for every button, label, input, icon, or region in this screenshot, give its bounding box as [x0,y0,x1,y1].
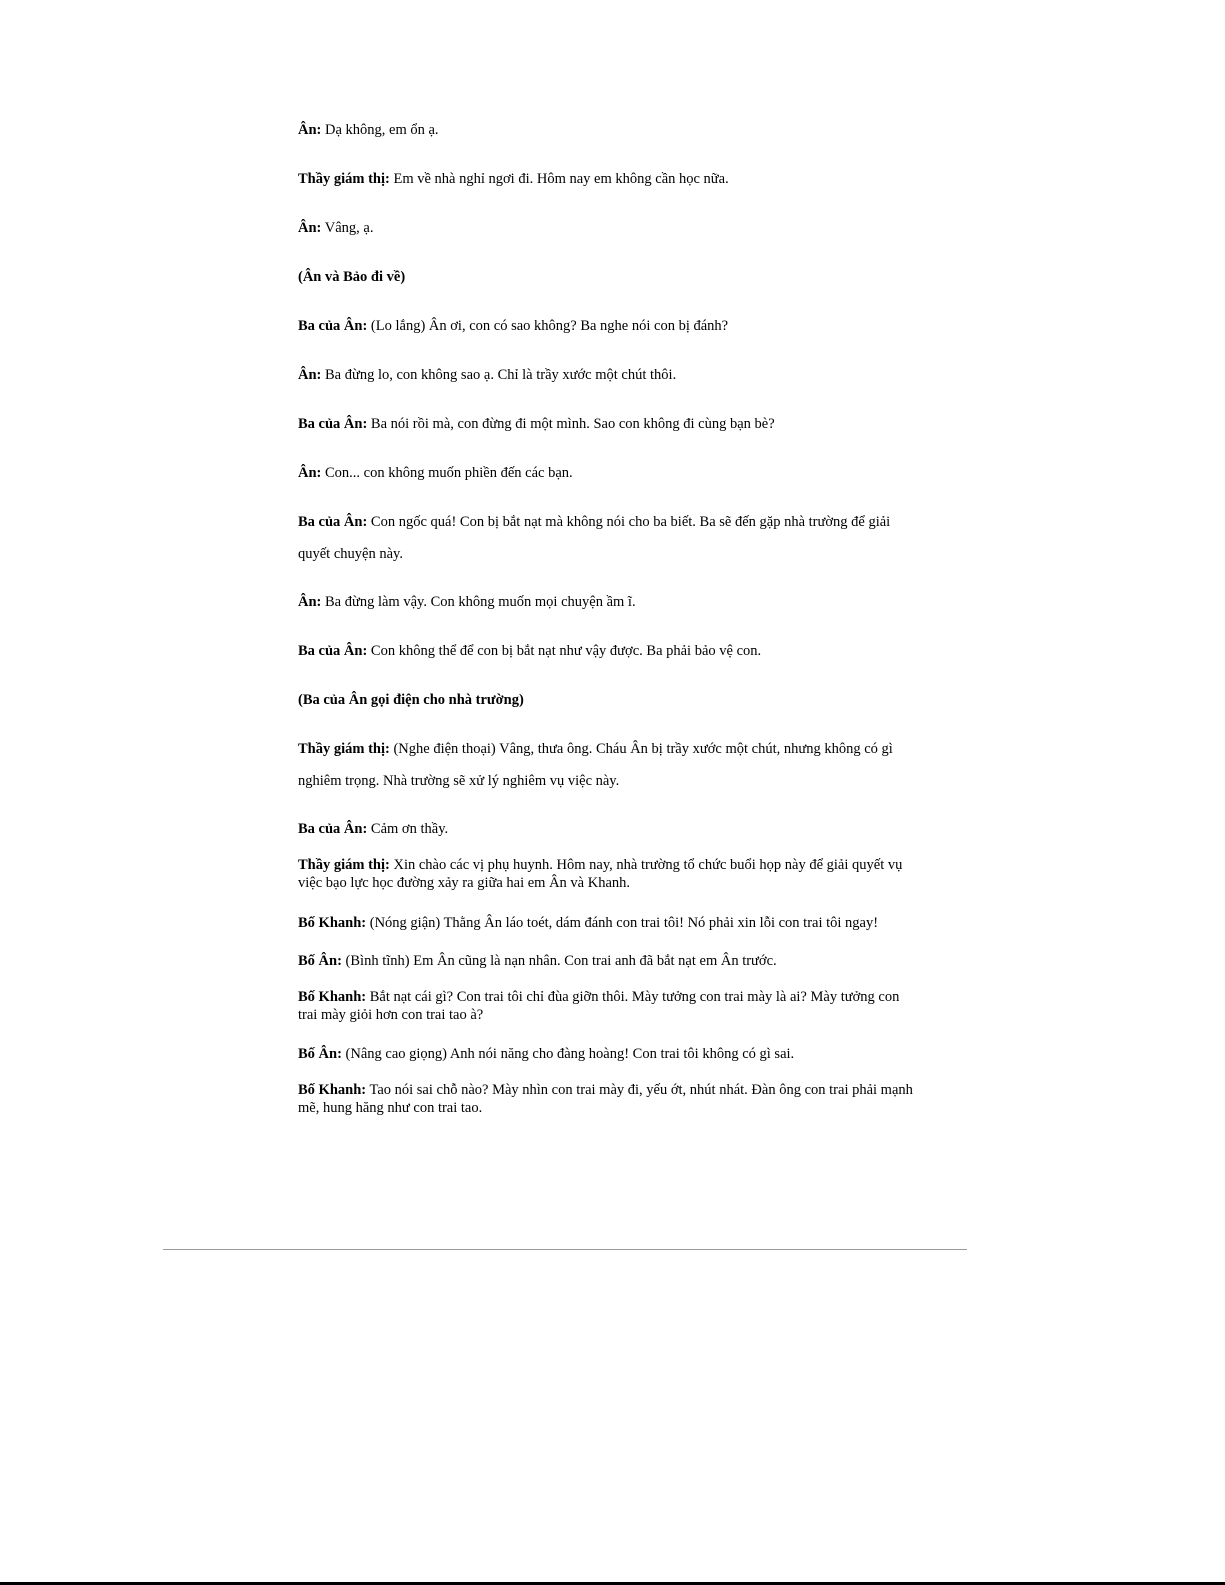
speaker-name: Ba của Ân: [298,416,368,432]
dialogue-text: (Nghe điện thoại) Vâng, thưa ông. Cháu Ân bị trầy xước một chút, nhưng không có gì nghiêm trọng. Nhà trường sẽ xử lý nghiêm vụ việc này. [298,741,893,789]
speaker-name: Ba của Ân: [298,514,368,530]
dialogue-text: (Nâng cao giọng) Anh nói năng cho đàng hoàng! Con trai tôi không có gì sai. [341,1046,795,1062]
dialogue-text: Dạ không, em ổn ạ. [321,122,439,138]
dialogue-line [298,170,918,188]
dialogue-text: Ba đừng làm vậy. Con không muốn mọi chuyện ầm ĩ. [321,594,636,610]
dialogue-line [298,464,918,482]
dialogue-line [298,415,918,433]
dialogue-text: Con không thể để con bị bắt nạt như vậy được. Ba phải bảo vệ con. [367,643,762,659]
speaker-name: Ba của Ân: [298,318,368,334]
dialogue-line [298,1082,920,1117]
dialogue-line [298,219,918,237]
page-break-divider [163,1249,967,1250]
speaker-name: Ba của Ân: [298,643,368,659]
dialogue-text: Ba nói rồi mà, con đừng đi một mình. Sao con không đi cùng bạn bè? [367,416,775,432]
dialogue-line [298,820,918,838]
speaker-name: Bố Khanh: [298,915,367,931]
dialogue-text: Xin chào các vị phụ huynh. Hôm nay, nhà trường tổ chức buổi họp này để giải quyết vụ việc bạo lực học đường xảy ra giữa hai em Ân và Khanh. [298,857,903,891]
dialogue-text: Con ngốc quá! Con bị bắt nạt mà không nói cho ba biết. Ba sẽ đến gặp nhà trường để giải quyết chuyện này. [298,514,891,562]
speaker-name: Thầy giám thị: [298,171,390,187]
dialogue-line [298,121,918,139]
dialogue-line [298,317,918,335]
dialogue-line [298,914,918,932]
dialogue-text: Cảm ơn thầy. [367,821,449,837]
speaker-name: Ân: [298,367,322,383]
speaker-name: Thầy giám thị: [298,857,390,873]
speaker-name: Bố Ân: [298,953,342,969]
dialogue-line [298,1045,918,1063]
dialogue-text: Tao nói sai chỗ nào? Mày nhìn con trai mày đi, yếu ớt, nhút nhát. Đàn ông con trai phải mạnh mẽ, hung hăng như con trai tao. [298,1082,913,1116]
dialogue-text: Vâng, ạ. [321,220,374,236]
dialogue-line [298,952,918,970]
speaker-name: Ba của Ân: [298,821,368,837]
speaker-name: Bố Khanh: [298,989,367,1005]
dialogue-line [298,593,918,611]
dialogue-text: Em về nhà nghỉ ngơi đi. Hôm nay em không cần học nữa. [389,171,729,187]
speaker-name: Ân: [298,465,322,481]
speaker-name: Bố Khanh: [298,1082,367,1098]
dialogue-text: Con... con không muốn phiền đến các bạn. [321,465,573,481]
speaker-name: Ân: [298,594,322,610]
dialogue-text: (Lo lắng) Ân ơi, con có sao không? Ba nghe nói con bị đánh? [367,318,729,334]
stage-direction: (Ân và Bảo đi về) [298,269,406,285]
stage-direction: (Ba của Ân gọi điện cho nhà trường) [298,692,524,708]
speaker-name: Ân: [298,220,322,236]
speaker-name: Bố Ân: [298,1046,342,1062]
dialogue-text: Bắt nạt cái gì? Con trai tôi chỉ đùa giỡn thôi. Mày tưởng con trai mày là ai? Mày tưởng con trai mày giỏi hơn con trai tao à? [298,989,900,1023]
dialogue-line [298,366,918,384]
dialogue-text: (Nóng giận) Thằng Ân láo toét, dám đánh con trai tôi! Nó phải xin lỗi con trai tôi ngay! [366,915,879,931]
dialogue-text: (Bình tĩnh) Em Ân cũng là nạn nhân. Con trai anh đã bắt nạt em Ân trước. [341,953,777,969]
dialogue-line [298,506,920,570]
dialogue-text: Ba đừng lo, con không sao ạ. Chỉ là trầy xước một chút thôi. [321,367,677,383]
dialogue-line [298,857,920,892]
dialogue-line [298,989,920,1024]
dialogue-line [298,642,918,660]
speaker-name: Thầy giám thị: [298,741,390,757]
speaker-name: Ân: [298,122,322,138]
dialogue-line [298,733,920,797]
